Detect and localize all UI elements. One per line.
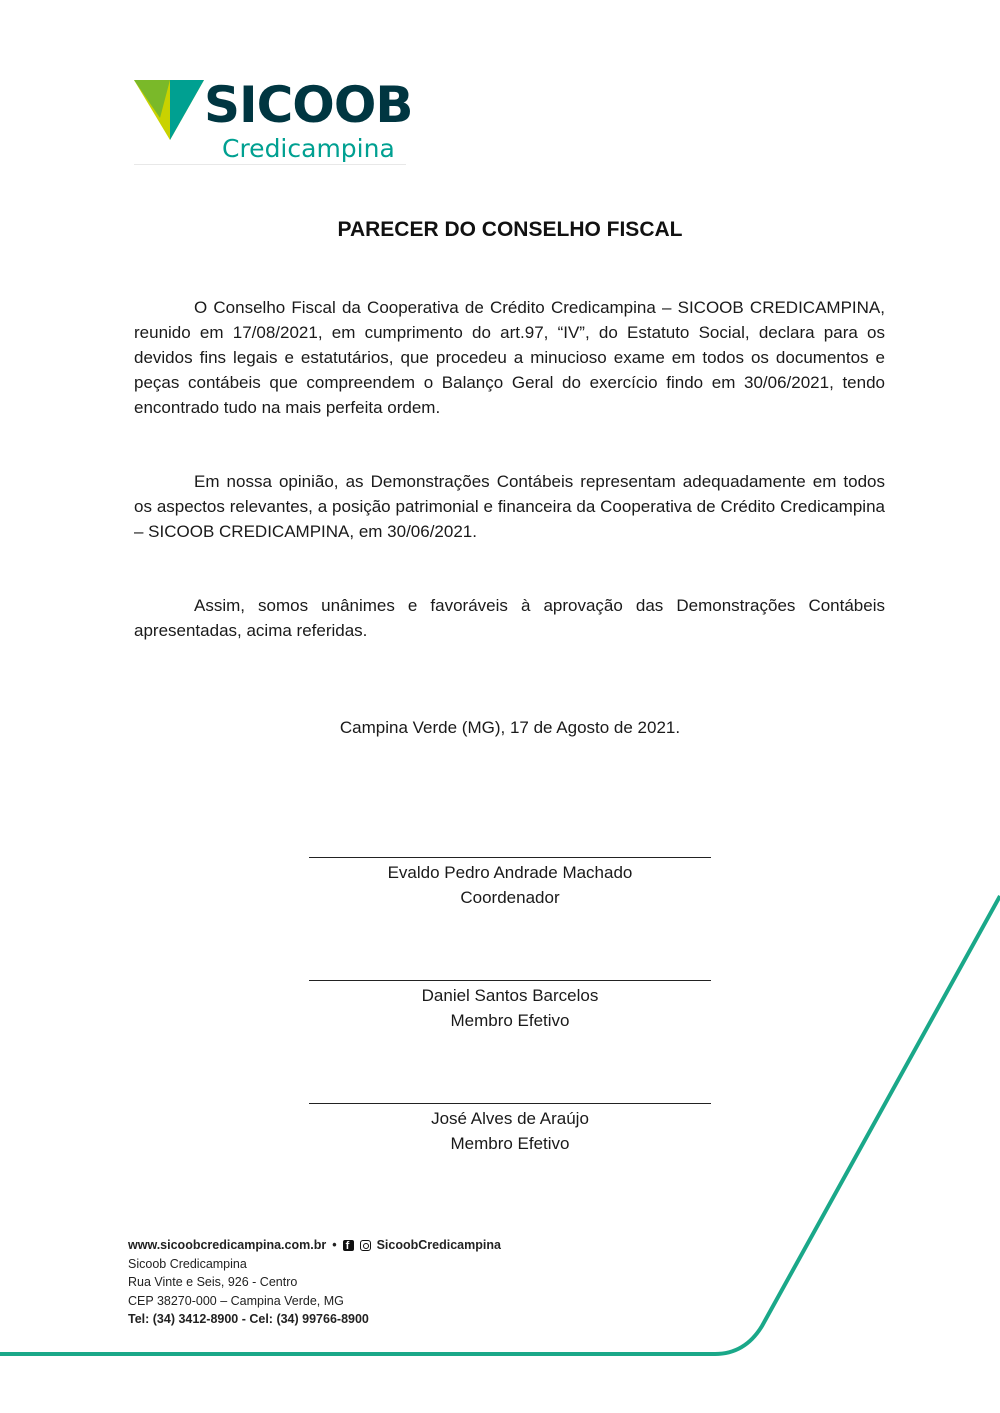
footer-phones: Tel: (34) 3412-8900 - Cel: (34) 99766-8900 — [128, 1312, 369, 1326]
logo-subname: Credicampina — [222, 134, 395, 163]
signatory-name: Evaldo Pedro Andrade Machado — [387, 863, 633, 882]
website-link[interactable]: www.sicoobcredicampina.com.br — [128, 1238, 327, 1252]
decorative-curve-line — [0, 896, 1000, 1354]
separator-dot: • — [332, 1238, 337, 1252]
signatory-name: Daniel Santos Barcelos — [421, 986, 599, 1005]
dateline: Campina Verde (MG), 17 de Agosto de 2021. — [339, 718, 681, 737]
footer-org: Sicoob Credicampina — [128, 1256, 247, 1271]
social-handle[interactable]: SicoobCredicampina — [376, 1238, 501, 1252]
paragraph-opinion: Em nossa opinião, as Demonstrações Contábeis representam adequadamente em todos os aspectos relevantes, a posição patrimonial e financeira da Cooperativa de Crédito Credicampina – SICOOB CREDICAMPINA, em 30/06/2021. — [134, 472, 885, 541]
signatory-role: Membro Efetivo — [450, 1134, 570, 1153]
footer-address: Rua Vinte e Seis, 926 - Centro — [128, 1275, 298, 1289]
document-title: PARECER DO CONSELHO FISCAL — [337, 218, 683, 241]
signatory-name: José Alves de Araújo — [431, 1109, 589, 1128]
paragraph-approval: Assim, somos unânimes e favoráveis à aprovação das Demonstrações Contábeis apresentadas, acima referidas. — [134, 596, 885, 640]
logo-brand-name: SICOOB — [204, 76, 413, 134]
paragraph-exam: O Conselho Fiscal da Cooperativa de Crédito Credicampina – SICOOB CREDICAMPINA, reunido em 17/08/2021, em cumprimento do art.97, “IV”, do Estatuto Social, declara para os devidos fins legais e estatutários, que procedeu a minucioso exame em todos os documentos e peças contábeis que compreendem o Balanço Geral do exercício findo em 30/06/2021, tendo encontrado tudo na mais perfeita ordem. — [134, 298, 885, 417]
footer-cep: CEP 38270-000 – Campina Verde, MG — [128, 1293, 344, 1308]
signatory-role: Coordenador — [460, 888, 560, 907]
signatory-role: Membro Efetivo — [450, 1011, 570, 1030]
